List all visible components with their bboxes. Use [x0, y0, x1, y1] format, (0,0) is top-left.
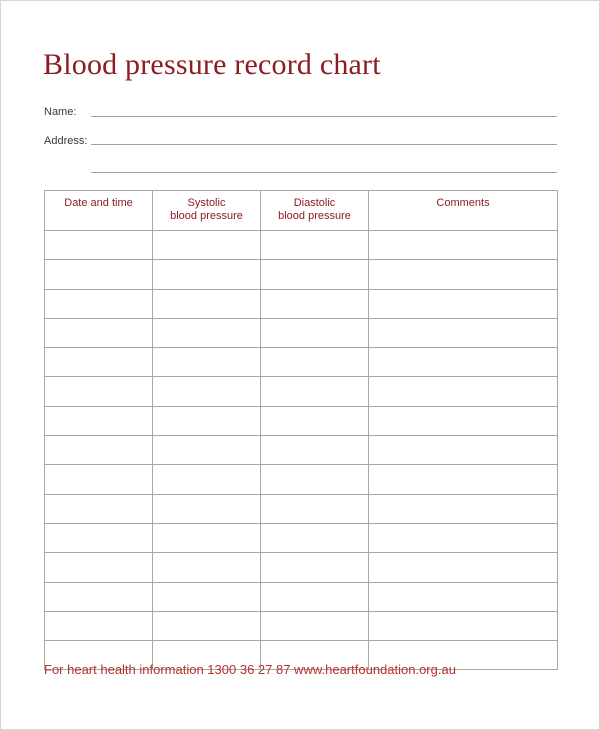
date-time-cell[interactable] — [45, 260, 153, 289]
table-row — [45, 406, 558, 435]
comments-cell[interactable] — [369, 611, 558, 640]
diastolic-cell[interactable] — [261, 553, 369, 582]
systolic-cell[interactable] — [153, 406, 261, 435]
diastolic-cell[interactable] — [261, 231, 369, 260]
bp-record-table — [44, 190, 558, 670]
diastolic-cell[interactable] — [261, 289, 369, 318]
table-row — [45, 231, 558, 260]
diastolic-cell[interactable] — [261, 611, 369, 640]
table-row — [45, 465, 558, 494]
date-time-cell[interactable] — [45, 553, 153, 582]
systolic-cell[interactable] — [153, 436, 261, 465]
diastolic-cell[interactable] — [261, 318, 369, 347]
diastolic-cell[interactable] — [261, 494, 369, 523]
diastolic-cell[interactable] — [261, 260, 369, 289]
systolic-cell[interactable] — [153, 523, 261, 552]
systolic-cell[interactable] — [153, 582, 261, 611]
column-header-date-time — [45, 191, 153, 231]
diastolic-cell[interactable] — [261, 348, 369, 377]
date-time-cell[interactable] — [45, 377, 153, 406]
systolic-cell[interactable] — [153, 494, 261, 523]
comments-cell[interactable] — [369, 231, 558, 260]
comments-cell[interactable] — [369, 377, 558, 406]
date-time-cell[interactable] — [45, 406, 153, 435]
date-time-cell[interactable] — [45, 318, 153, 347]
table-row — [45, 318, 558, 347]
comments-cell[interactable] — [369, 406, 558, 435]
page-title: Blood pressure record chart — [43, 48, 381, 81]
column-header-line: blood pressure — [278, 210, 351, 222]
comments-cell[interactable] — [369, 289, 558, 318]
table-row — [45, 260, 558, 289]
comments-cell[interactable] — [369, 494, 558, 523]
table-row — [45, 582, 558, 611]
table-row — [45, 611, 558, 640]
table-row — [45, 377, 558, 406]
date-time-cell[interactable] — [45, 611, 153, 640]
diastolic-cell[interactable] — [261, 377, 369, 406]
address-field-line-2[interactable] — [91, 172, 557, 173]
comments-cell[interactable] — [369, 523, 558, 552]
date-time-cell[interactable] — [45, 289, 153, 318]
address-label: Address: — [44, 135, 88, 147]
table-header-row — [45, 191, 558, 231]
address-field-line-1[interactable] — [91, 144, 557, 145]
comments-cell[interactable] — [369, 465, 558, 494]
column-header-diastolic — [261, 191, 369, 231]
diastolic-cell[interactable] — [261, 436, 369, 465]
diastolic-cell[interactable] — [261, 406, 369, 435]
diastolic-cell[interactable] — [261, 465, 369, 494]
column-header-line: Systolic — [187, 197, 226, 209]
name-field-line[interactable] — [91, 116, 557, 117]
date-time-cell[interactable] — [45, 523, 153, 552]
systolic-cell[interactable] — [153, 553, 261, 582]
date-time-cell[interactable] — [45, 582, 153, 611]
systolic-cell[interactable] — [153, 318, 261, 347]
table-row — [45, 436, 558, 465]
table-row — [45, 348, 558, 377]
column-header-line: blood pressure — [170, 210, 243, 222]
date-time-cell[interactable] — [45, 231, 153, 260]
systolic-cell[interactable] — [153, 260, 261, 289]
column-header-line: Date and time — [64, 197, 133, 209]
systolic-cell[interactable] — [153, 465, 261, 494]
column-header-line: Comments — [436, 197, 490, 209]
column-header-line: Diastolic — [293, 197, 336, 209]
systolic-cell[interactable] — [153, 231, 261, 260]
date-time-cell[interactable] — [45, 465, 153, 494]
table-body — [45, 231, 558, 670]
systolic-cell[interactable] — [153, 289, 261, 318]
footer-contact: For heart health information 1300 36 27 87 www.heartfoundation.org.au — [44, 662, 456, 677]
table-row — [45, 289, 558, 318]
comments-cell[interactable] — [369, 318, 558, 347]
systolic-cell[interactable] — [153, 377, 261, 406]
column-header-systolic — [153, 191, 261, 231]
comments-cell[interactable] — [369, 553, 558, 582]
date-time-cell[interactable] — [45, 436, 153, 465]
table-row — [45, 494, 558, 523]
table-row — [45, 553, 558, 582]
table-row — [45, 523, 558, 552]
column-header-comments — [369, 191, 558, 231]
comments-cell[interactable] — [369, 260, 558, 289]
comments-cell[interactable] — [369, 436, 558, 465]
date-time-cell[interactable] — [45, 348, 153, 377]
diastolic-cell[interactable] — [261, 582, 369, 611]
comments-cell[interactable] — [369, 582, 558, 611]
name-label: Name: — [44, 106, 77, 118]
diastolic-cell[interactable] — [261, 523, 369, 552]
systolic-cell[interactable] — [153, 348, 261, 377]
comments-cell[interactable] — [369, 348, 558, 377]
systolic-cell[interactable] — [153, 611, 261, 640]
date-time-cell[interactable] — [45, 494, 153, 523]
